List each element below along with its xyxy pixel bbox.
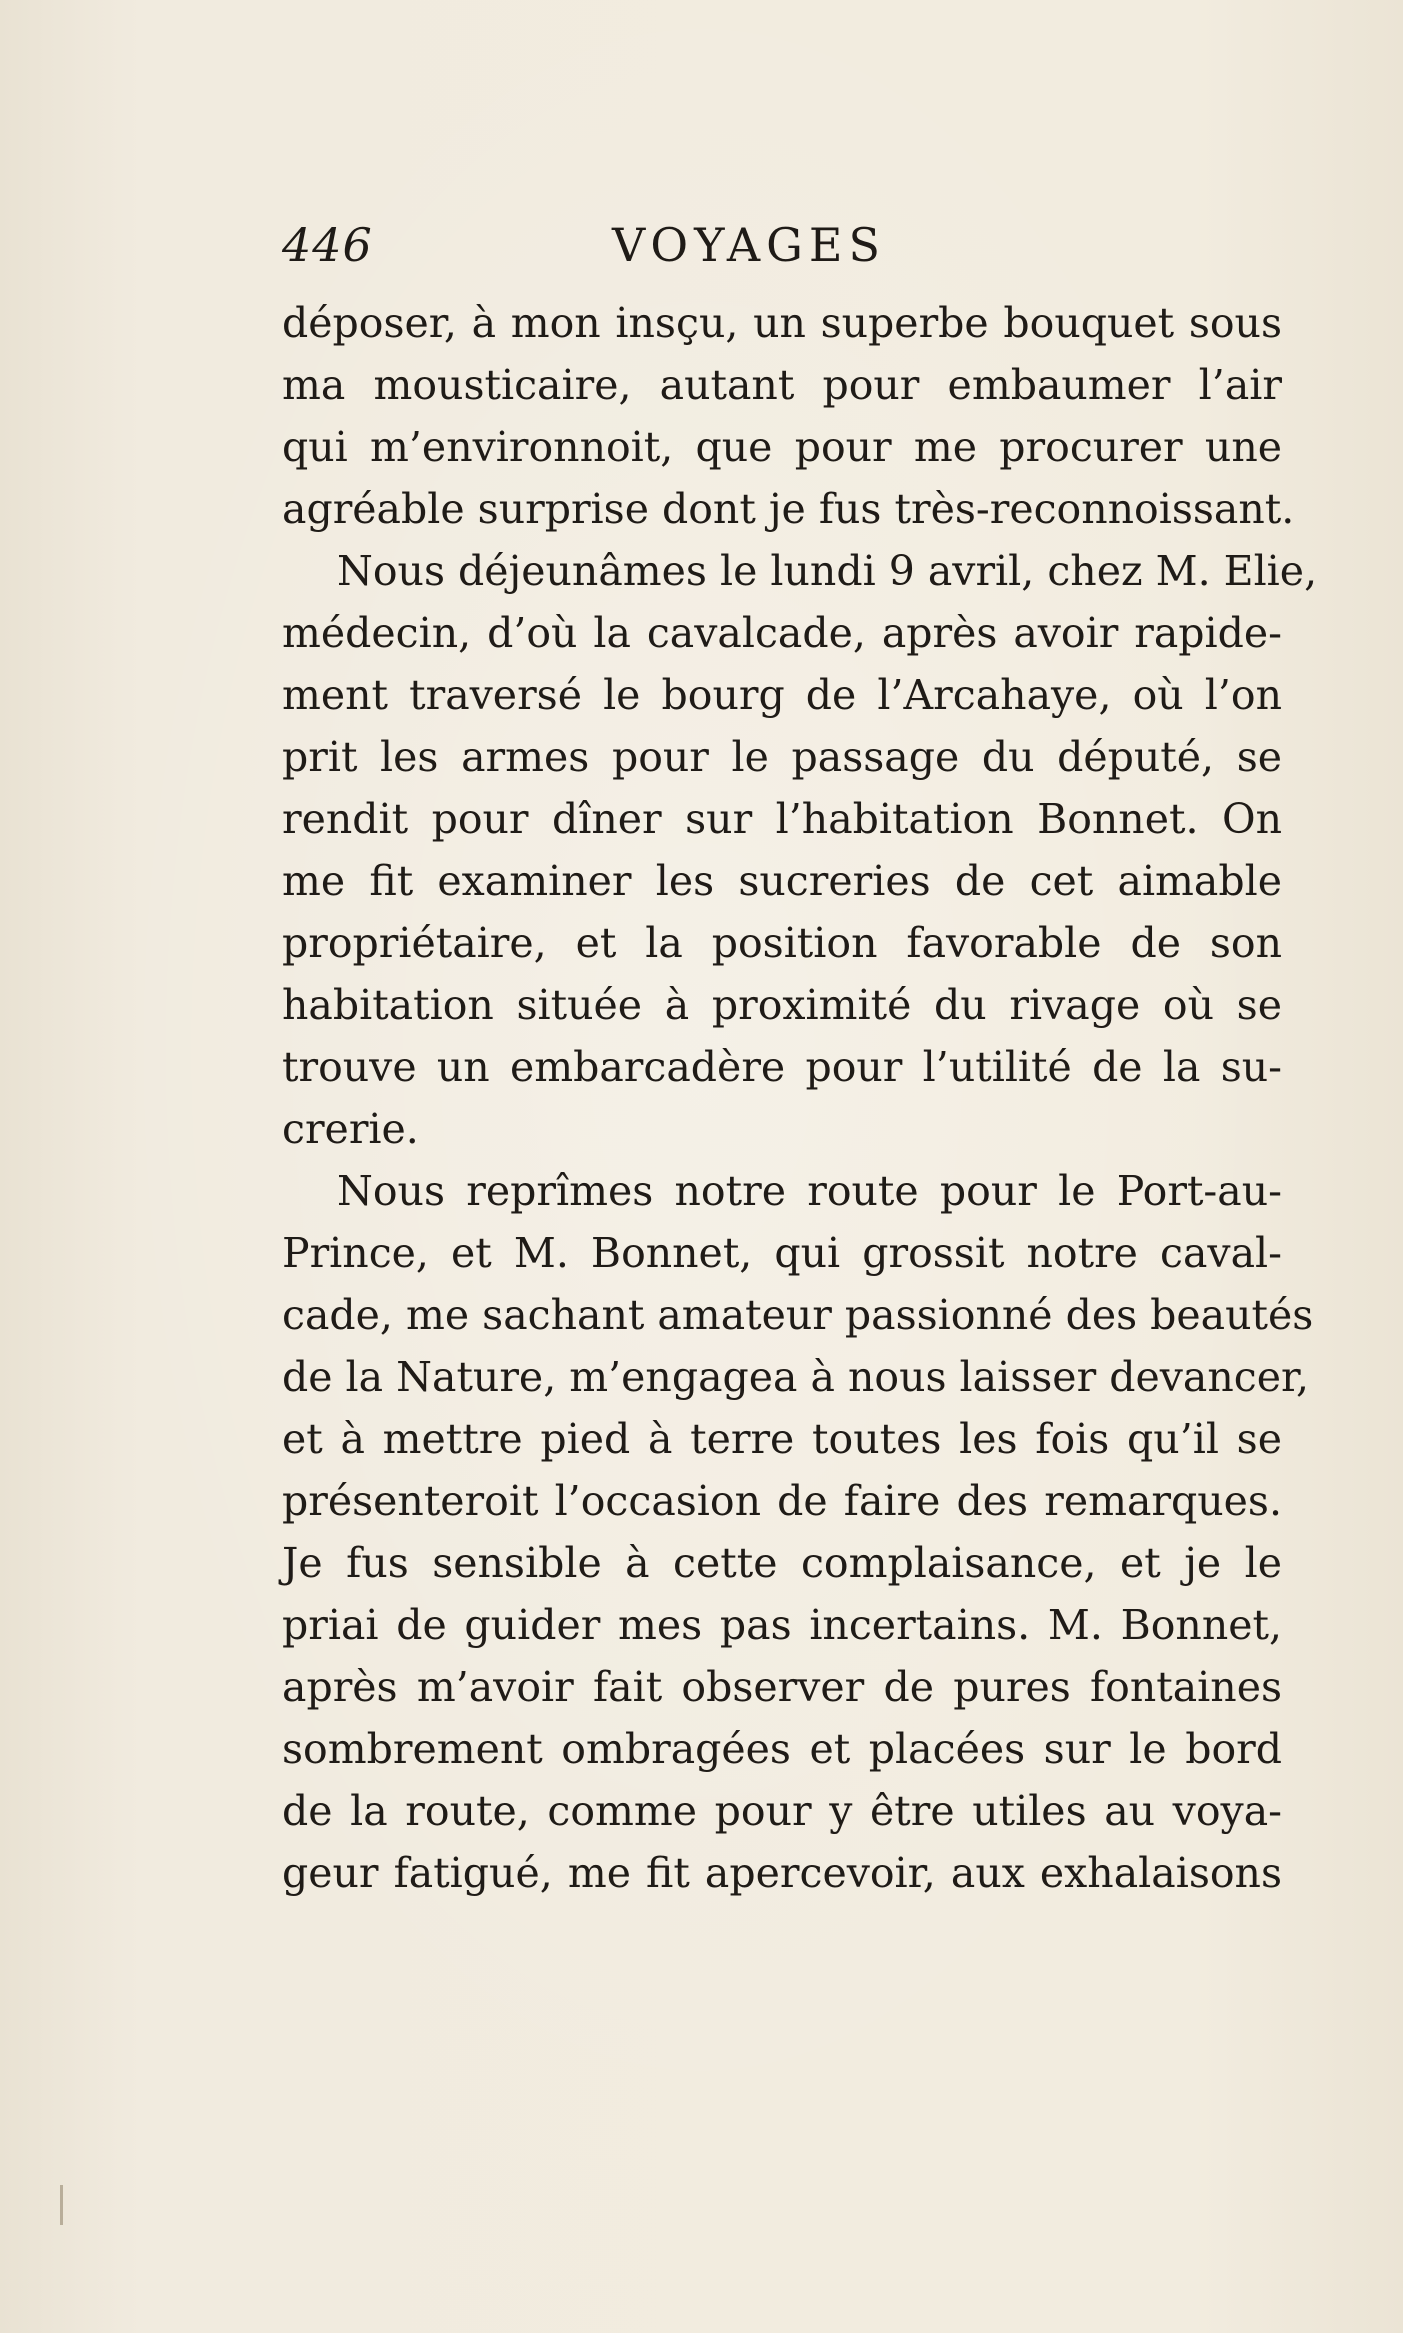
text-line: après m’avoir fait observer de pures fontaines [282,1663,1282,1711]
text-line: me fit examiner les sucreries de cet aimable [282,857,1282,905]
text-line: crerie. [282,1105,419,1153]
text-line: prit les armes pour le passage du député, se [282,733,1282,781]
text-line: trouve un embarcadère pour l’utilité de la su- [282,1043,1282,1091]
text-line: qui m’environnoit, que pour me procurer une [282,423,1282,471]
text-line: rendit pour dîner sur l’habitation Bonnet. On [282,795,1282,843]
text-line: priai de guider mes pas incertains. M. Bonnet, [282,1601,1282,1649]
text-line: Prince, et M. Bonnet, qui grossit notre caval- [282,1229,1282,1277]
text-line: habitation située à proximité du rivage où se [282,981,1282,1029]
text-line: médecin, d’où la cavalcade, après avoir rapide- [282,609,1282,657]
page-number: 446 [282,218,373,272]
text-line: agréable surprise dont je fus très-reconnoissant. [282,485,1295,533]
text-line: Je fus sensible à cette complaisance, et je le [282,1539,1282,1587]
running-head [282,218,982,278]
margin-mark [60,2185,63,2225]
running-title: VOYAGES [612,218,886,272]
text-line: ment traversé le bourg de l’Arcahaye, où l’on [282,671,1282,719]
text-line: Nous déjeunâmes le lundi 9 avril, chez M. Elie, [337,547,1318,595]
body-text [282,292,1318,1904]
text-line: Nous reprîmes notre route pour le Port-au- [337,1167,1282,1215]
text-line: cade, me sachant amateur passionné des beautés [282,1291,1314,1339]
text-line: propriétaire, et la position favorable de son [282,919,1282,967]
text-line: présenteroit l’occasion de faire des remarques. [282,1477,1282,1525]
text-line: de la route, comme pour y être utiles au voya- [282,1787,1282,1835]
text-line: et à mettre pied à terre toutes les fois qu’il se [282,1415,1282,1463]
text-line: geur fatigué, me fit apercevoir, aux exhalaisons [282,1849,1282,1897]
text-line: de la Nature, m’engagea à nous laisser devancer, [282,1353,1310,1401]
text-line: déposer, à mon insçu, un superbe bouquet sous [282,299,1282,347]
text-line: sombrement ombragées et placées sur le bord [282,1725,1282,1773]
text-line: ma mousticaire, autant pour embaumer l’air [282,361,1282,409]
